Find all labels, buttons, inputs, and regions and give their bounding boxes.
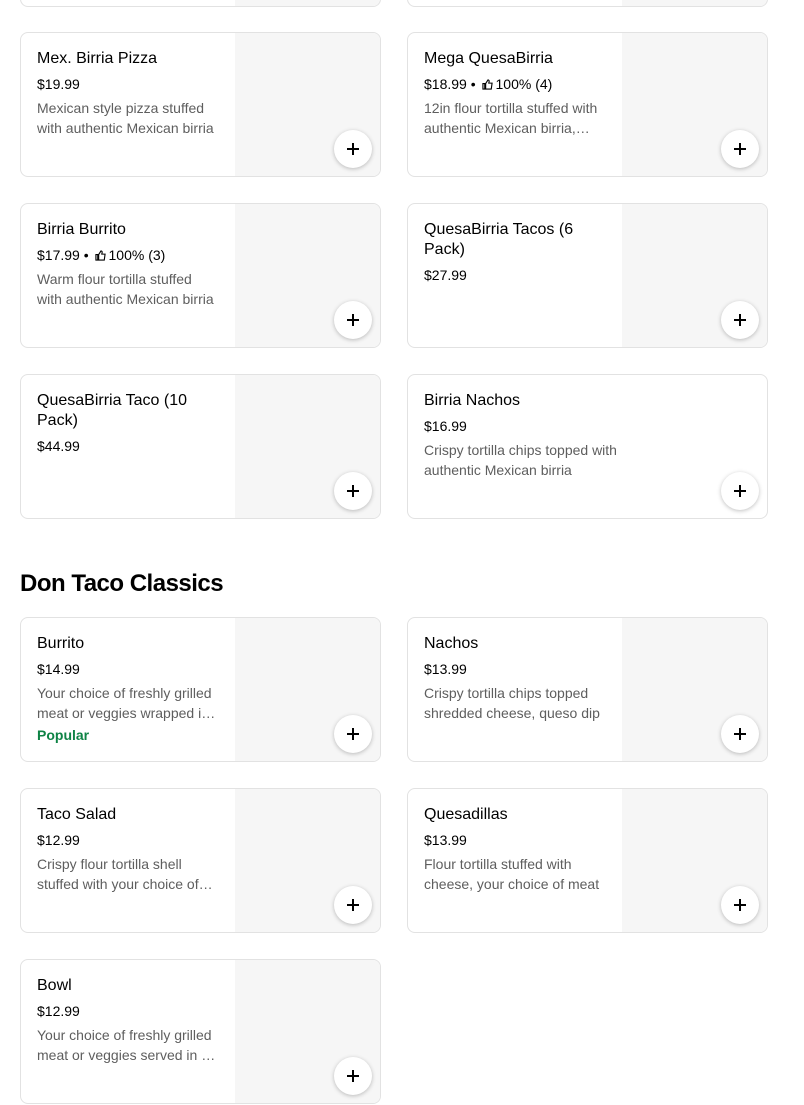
add-item-button[interactable] bbox=[721, 301, 759, 339]
item-description: Crispy tortilla chips topped shredded cheese, queso dip bbox=[424, 685, 600, 721]
item-name: Birria Nachos bbox=[424, 392, 521, 409]
menu-item-card[interactable] bbox=[407, 617, 768, 762]
plus-icon bbox=[734, 899, 746, 911]
plus-icon bbox=[347, 314, 359, 326]
thumbs-up-icon bbox=[95, 250, 106, 261]
thumbs-up-icon bbox=[482, 79, 493, 90]
menu-item-card[interactable] bbox=[20, 617, 381, 762]
item-name: Quesadillas bbox=[424, 806, 508, 823]
add-item-button[interactable] bbox=[721, 886, 759, 924]
add-item-button[interactable] bbox=[334, 715, 372, 753]
add-item-button[interactable] bbox=[334, 1057, 372, 1095]
menu-item-card[interactable] bbox=[407, 203, 768, 348]
item-description: 12in flour tortilla stuffed with authentic Mexican birria, bbox=[424, 100, 598, 136]
menu-item-card[interactable] bbox=[407, 32, 768, 177]
plus-icon bbox=[347, 143, 359, 155]
plus-icon bbox=[347, 485, 359, 497]
plus-icon bbox=[347, 899, 359, 911]
item-price: $17.99 • 100% (3) bbox=[37, 247, 166, 263]
menu-item-card-partial[interactable] bbox=[407, 0, 768, 7]
plus-icon bbox=[734, 314, 746, 326]
item-price: $12.99 bbox=[37, 832, 80, 848]
item-price: $13.99 bbox=[424, 832, 467, 848]
item-description: Flour tortilla stuffed with cheese, your choice of meat bbox=[424, 856, 600, 892]
item-name: Nachos bbox=[424, 635, 479, 652]
menu-item-card[interactable] bbox=[20, 374, 381, 519]
menu-item-card[interactable] bbox=[20, 959, 381, 1104]
item-name: Bowl bbox=[37, 977, 72, 994]
item-price: $18.99 • 100% (4) bbox=[424, 76, 553, 92]
item-price: $19.99 bbox=[37, 76, 80, 92]
section-title: Don Taco Classics bbox=[20, 570, 224, 597]
item-price: $16.99 bbox=[424, 418, 467, 434]
plus-icon bbox=[734, 485, 746, 497]
item-description: Your choice of freshly grilled meat or veggies wrapped in bbox=[37, 685, 212, 721]
item-image-placeholder bbox=[622, 0, 767, 6]
menu-item-card[interactable] bbox=[20, 203, 381, 348]
item-description: Warm flour tortilla stuffed with authentic Mexican birria bbox=[37, 271, 214, 307]
item-name: Taco Salad bbox=[37, 806, 117, 823]
item-description: Your choice of freshly grilled meat or veggies served in a bbox=[37, 1027, 212, 1063]
menu-item-card[interactable] bbox=[407, 788, 768, 933]
item-price: $44.99 bbox=[37, 438, 80, 454]
menu-item-card[interactable] bbox=[20, 788, 381, 933]
item-name: Mega QuesaBirria bbox=[424, 50, 553, 67]
add-item-button[interactable] bbox=[334, 472, 372, 510]
plus-icon bbox=[347, 1070, 359, 1082]
item-name: Burrito bbox=[37, 635, 85, 652]
item-price: $27.99 bbox=[424, 267, 467, 283]
item-rating: 100% (3) bbox=[108, 247, 166, 263]
plus-icon bbox=[347, 728, 359, 740]
add-item-button[interactable] bbox=[334, 886, 372, 924]
add-item-button[interactable] bbox=[334, 130, 372, 168]
add-item-button[interactable] bbox=[721, 130, 759, 168]
item-name: QuesaBirria Taco (10 Pack) bbox=[37, 392, 187, 429]
add-item-button[interactable] bbox=[334, 301, 372, 339]
item-description: Crispy tortilla chips topped with authentic Mexican birria bbox=[424, 442, 617, 478]
item-price: $12.99 bbox=[37, 1003, 80, 1019]
plus-icon bbox=[734, 143, 746, 155]
add-item-button[interactable] bbox=[721, 715, 759, 753]
menu-item-card[interactable] bbox=[20, 32, 381, 177]
add-item-button[interactable] bbox=[721, 472, 759, 510]
menu-item-card-partial[interactable] bbox=[20, 0, 381, 7]
item-price: $14.99 bbox=[37, 661, 80, 677]
item-description: Mexican style pizza stuffed with authentic Mexican birria bbox=[37, 100, 214, 136]
item-name: QuesaBirria Tacos (6 Pack) bbox=[424, 221, 574, 258]
menu-item-card[interactable] bbox=[407, 374, 768, 519]
item-rating: 100% (4) bbox=[495, 76, 553, 92]
item-name: Birria Burrito bbox=[37, 221, 126, 238]
plus-icon bbox=[734, 728, 746, 740]
item-image-placeholder bbox=[235, 0, 380, 6]
item-description: Crispy flour tortilla shell stuffed with your choice of bbox=[37, 856, 199, 892]
item-name: Mex. Birria Pizza bbox=[37, 50, 158, 67]
item-price: $13.99 bbox=[424, 661, 467, 677]
popular-badge: Popular bbox=[37, 727, 90, 743]
